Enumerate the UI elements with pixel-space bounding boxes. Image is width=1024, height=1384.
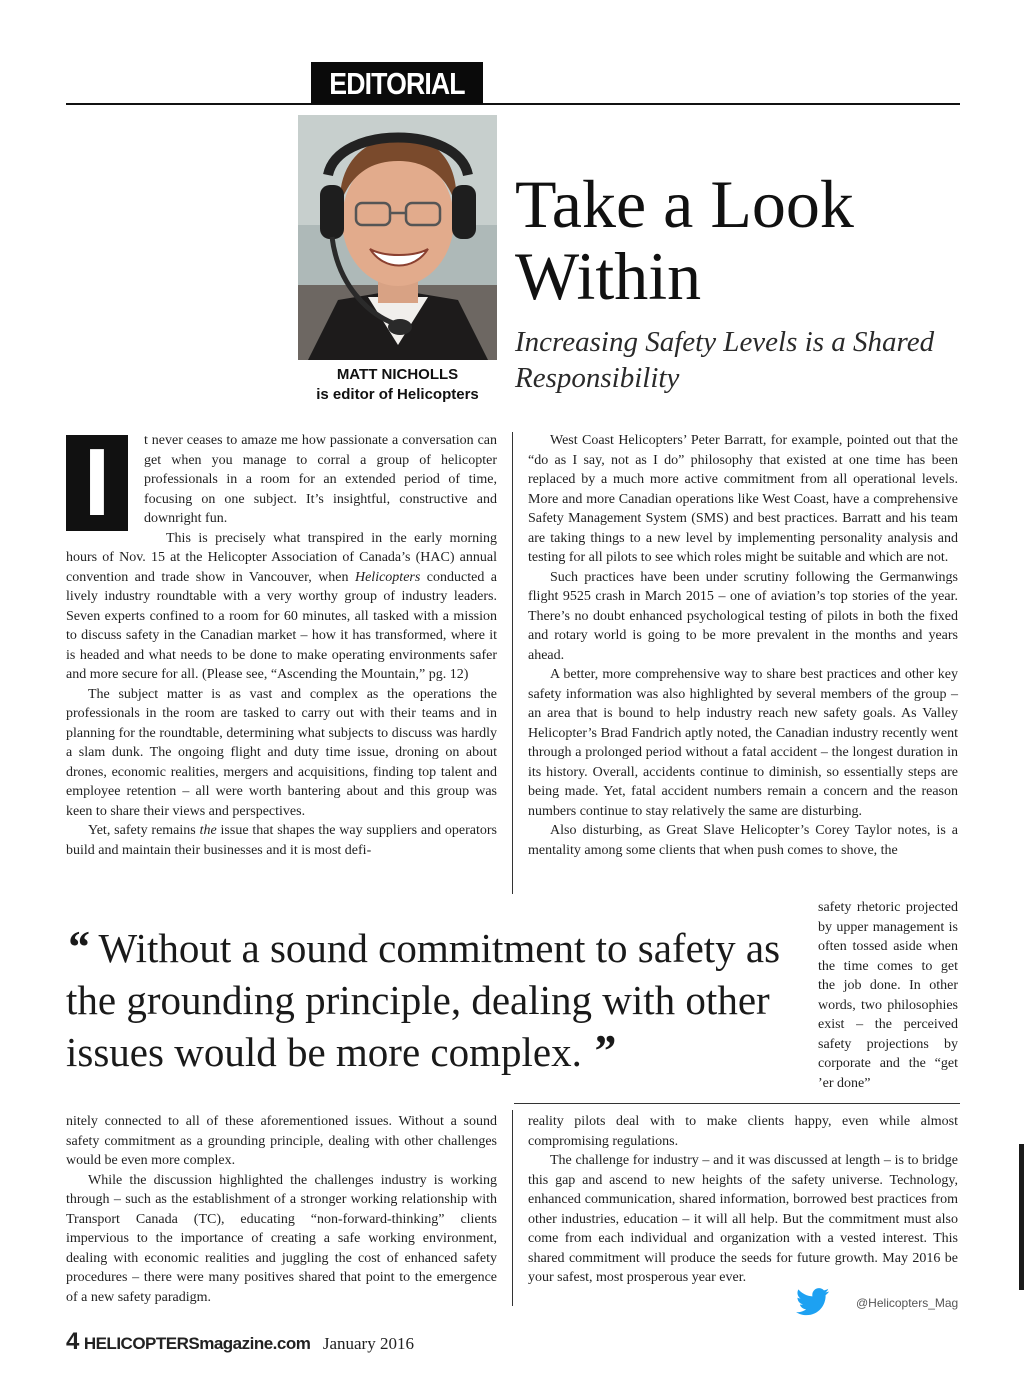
pull-quote-rule: [514, 1103, 960, 1104]
footer-site[interactable]: HELICOPTERSmagazine.com: [83, 1334, 311, 1353]
deck: Increasing Safety Levels is a Shared Responsibility: [515, 326, 935, 394]
author-photo: [298, 115, 497, 360]
paragraph: Yet, safety remains the issue that shapes the way suppliers and operators build and maintain their businesses and it is most defi-: [66, 823, 497, 858]
close-quote-mark: ”: [592, 1025, 616, 1076]
headline: Take a Look Within: [515, 166, 854, 314]
twitter-bird-icon[interactable]: [796, 1288, 830, 1316]
footer-date: January 2016: [322, 1334, 414, 1353]
paragraph: The challenge for industry – and it was discussed at length – is to bridge this gap and ascend to new heights of the safety universe. Technology, enhanced communication, shared information, borrowed best practices from other industries, education – it will all help. But the commitment must also come from each individual and organization with a vested interest. This shared commitment will produce the seeds for future growth. May 2016 be your safest, most prosperous year ever.: [528, 1153, 958, 1285]
page-number: 4: [66, 1328, 80, 1355]
right-column-top: [528, 431, 958, 860]
column-divider: [512, 432, 513, 894]
twitter-handle[interactable]: @Helicopters_Mag: [856, 1296, 959, 1310]
drop-cap: I: [66, 435, 128, 531]
paragraph: nitely connected to all of these aforementioned issues. Without a sound safety commitment as a grounding principle, dealing with other challenges would be even more complex.: [66, 1114, 497, 1168]
author-portrait-illustration: [298, 115, 497, 360]
pull-quote-text: Without a sound commitment to safety as the grounding principle, dealing with other issues would be more complex.: [66, 925, 781, 1075]
author-role: is editor of Helicopters: [316, 386, 479, 403]
section-label: EDITORIAL: [311, 62, 483, 104]
paragraph: Also disturbing, as Great Slave Helicopter’s Corey Taylor notes, is a mentality among some clients that when push comes to shove, the: [528, 823, 958, 858]
left-column-bottom: [66, 1112, 497, 1307]
paragraph: Such practices have been under scrutiny following the Germanwings flight 9525 crash in March 2015 – one of aviation’s top stories of the year. There’s no doubt enhanced psychological testing of pilots in both the fixed and rotary world is going to be more prevalent in the months and years ahead.: [528, 569, 958, 663]
paragraph: safety rhetoric projected by upper management is often tossed aside when the time comes to get the job done. In other words, two philosophies exist – the perceived safety projections by corporate and the “get ’er done”: [818, 900, 958, 1091]
left-column-top: [66, 431, 497, 860]
author-name: MATT NICHOLLS: [336, 366, 459, 383]
author-caption: [298, 365, 497, 405]
paragraph: t never ceases to amaze me how passionate a conversation can get when you manage to corral a group of helicopter professionals in a room for an extended period of time, focusing on one subject. It’s insightful, constructive and downright fun.: [144, 433, 497, 526]
paragraph: West Coast Helicopters’ Peter Barratt, for example, pointed out that the “do as I say, not as I do” philosophy that existed at one time has been replaced by a much more active commitment from all operational levels. More and more Canadian operations like West Coast, have a comprehensive Safety Management System (SMS) and best practices. Barratt and his team are taking things to a new level by implementing personality analysis and testing for all pilots to see which roles might be suitable and which are not.: [528, 433, 958, 565]
page-edge-tab: [1019, 1144, 1024, 1290]
header-rule: [66, 103, 960, 105]
page-footer: [66, 1328, 414, 1356]
paragraph: While the discussion highlighted the challenges industry is working through – such as the establishment of a stronger working relationship with Transport Canada (TC), educating “non-forward-thinking” clients impervious to the importance of creating a safe working environment, dealing with economic realities and juggling the cost of enhanced safety procedures – there were many positives shared that point to the emergence of a new safety paradigm.: [66, 1172, 497, 1305]
wrap-column: [818, 898, 958, 1093]
pull-quote: [66, 922, 814, 1078]
paragraph: The subject matter is as vast and complex as the operations the professionals in the room are tasked to carry out with their teams and in planning for the roundtable, determining what subjects to discuss was hardly a slam dunk. The ongoing flight and duty time issue, droning on about drones, economic realities, mergers and acquisitions, finding top talent and employee retention – all were worth bantering about and this group was keen to share their views and perspectives.: [66, 686, 497, 819]
open-quote-mark: “: [66, 921, 89, 972]
paragraph: A better, more comprehensive way to share best practices and other key safety information was also highlighted by several members of the group – an area that is bound to help industry reach new safety goals. As Valley Helicopter’s Brad Fandrich aptly noted, the Canadian industry recently went through a prolonged period without a fatal accident – the longest duration in its history. Overall, accidents continue to diminish, so essentially steps are being made. Yet, fatal accident numbers remain a concern and the reason numbers continue to stay relatively the same are disturbing.: [528, 667, 958, 819]
paragraph: This is precisely what transpired in the early morning hours of Nov. 15 at the Helicopter Association of Canada’s (HAC) annual convention and trade show in Vancouver, when Helicopters conducted a lively industry roundtable with a very worthy group of industry leaders. Seven experts confined to a room for 60 minutes, all tasked with a mission to discuss safety in the Canadian market – how it has transformed, where it is headed and what needs to be done to make operating environments safer and more secure for all. (Please see, “Ascending the Mountain,” pg. 12): [66, 530, 497, 682]
column-divider: [512, 1110, 513, 1306]
paragraph: reality pilots deal with to make clients happy, even while almost compromising regulations.: [528, 1114, 958, 1149]
right-column-bottom: [528, 1112, 958, 1288]
